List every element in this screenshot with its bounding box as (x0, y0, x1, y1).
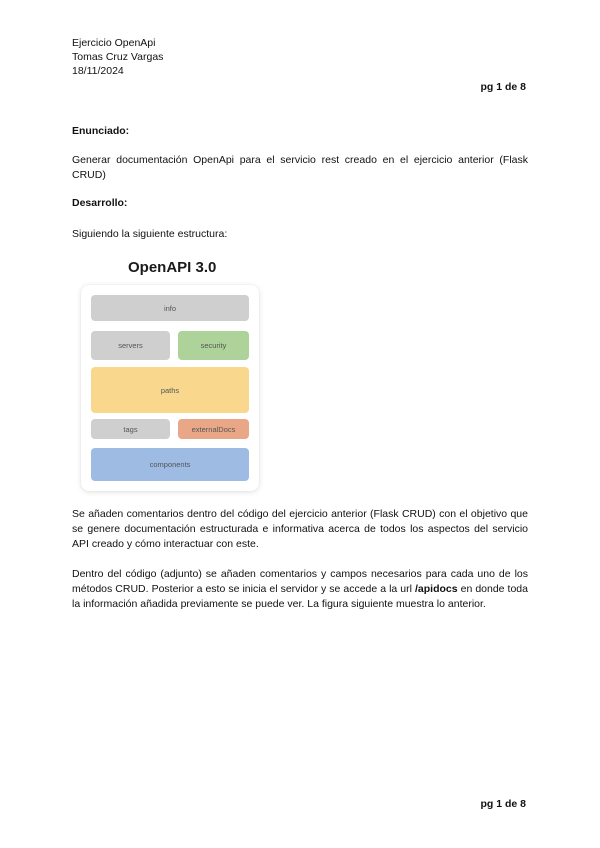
paragraph-2-text-b: en donde toda la información añadida previamente se puede ver. La figura siguiente muestra lo anterior. (72, 583, 528, 610)
author-name: Tomas Cruz Vargas (72, 51, 164, 63)
desarrollo-heading: Desarrollo: (72, 197, 128, 209)
paragraph-2-text-a: Dentro del código (adjunto) se añaden comentarios y campos necesarios para cada uno de los métodos CRUD. Posterior a esto se inicia el servidor y se accede a la url (72, 568, 528, 595)
body-paragraph-2 (72, 567, 528, 612)
enunciado-heading: Enunciado: (72, 125, 130, 137)
doc-date: 18/11/2024 (72, 65, 124, 77)
body-paragraph-1: Se añaden comentarios dentro del código del ejercicio anterior (Flask CRUD) con el objetivo que se genere documentación estructurada e informativa acerca de todos los aspectos del servicio API creado y cómo interactuar con este. (72, 508, 528, 550)
enunciado-paragraph: Generar documentación OpenApi para el servicio rest creado en el ejercicio anterior (Flask CRUD) (72, 154, 528, 181)
page-number-bottom: pg 1 de 8 (480, 798, 526, 810)
openapi-structure-diagram (81, 285, 259, 491)
doc-title: Ejercicio OpenApi (72, 37, 156, 49)
servers-block: servers (91, 331, 170, 360)
external-docs-block: externalDocs (178, 419, 249, 439)
info-block: info (91, 295, 249, 321)
security-block: security (178, 331, 249, 360)
paths-block: paths (91, 367, 249, 413)
intro-paragraph: Siguiendo la siguiente estructura: (72, 228, 228, 240)
tags-block: tags (91, 419, 170, 439)
diagram-title: OpenAPI 3.0 (128, 259, 217, 276)
apidocs-url: /apidocs (414, 583, 458, 595)
components-block: components (91, 448, 249, 481)
page-number-top: pg 1 de 8 (480, 81, 526, 93)
